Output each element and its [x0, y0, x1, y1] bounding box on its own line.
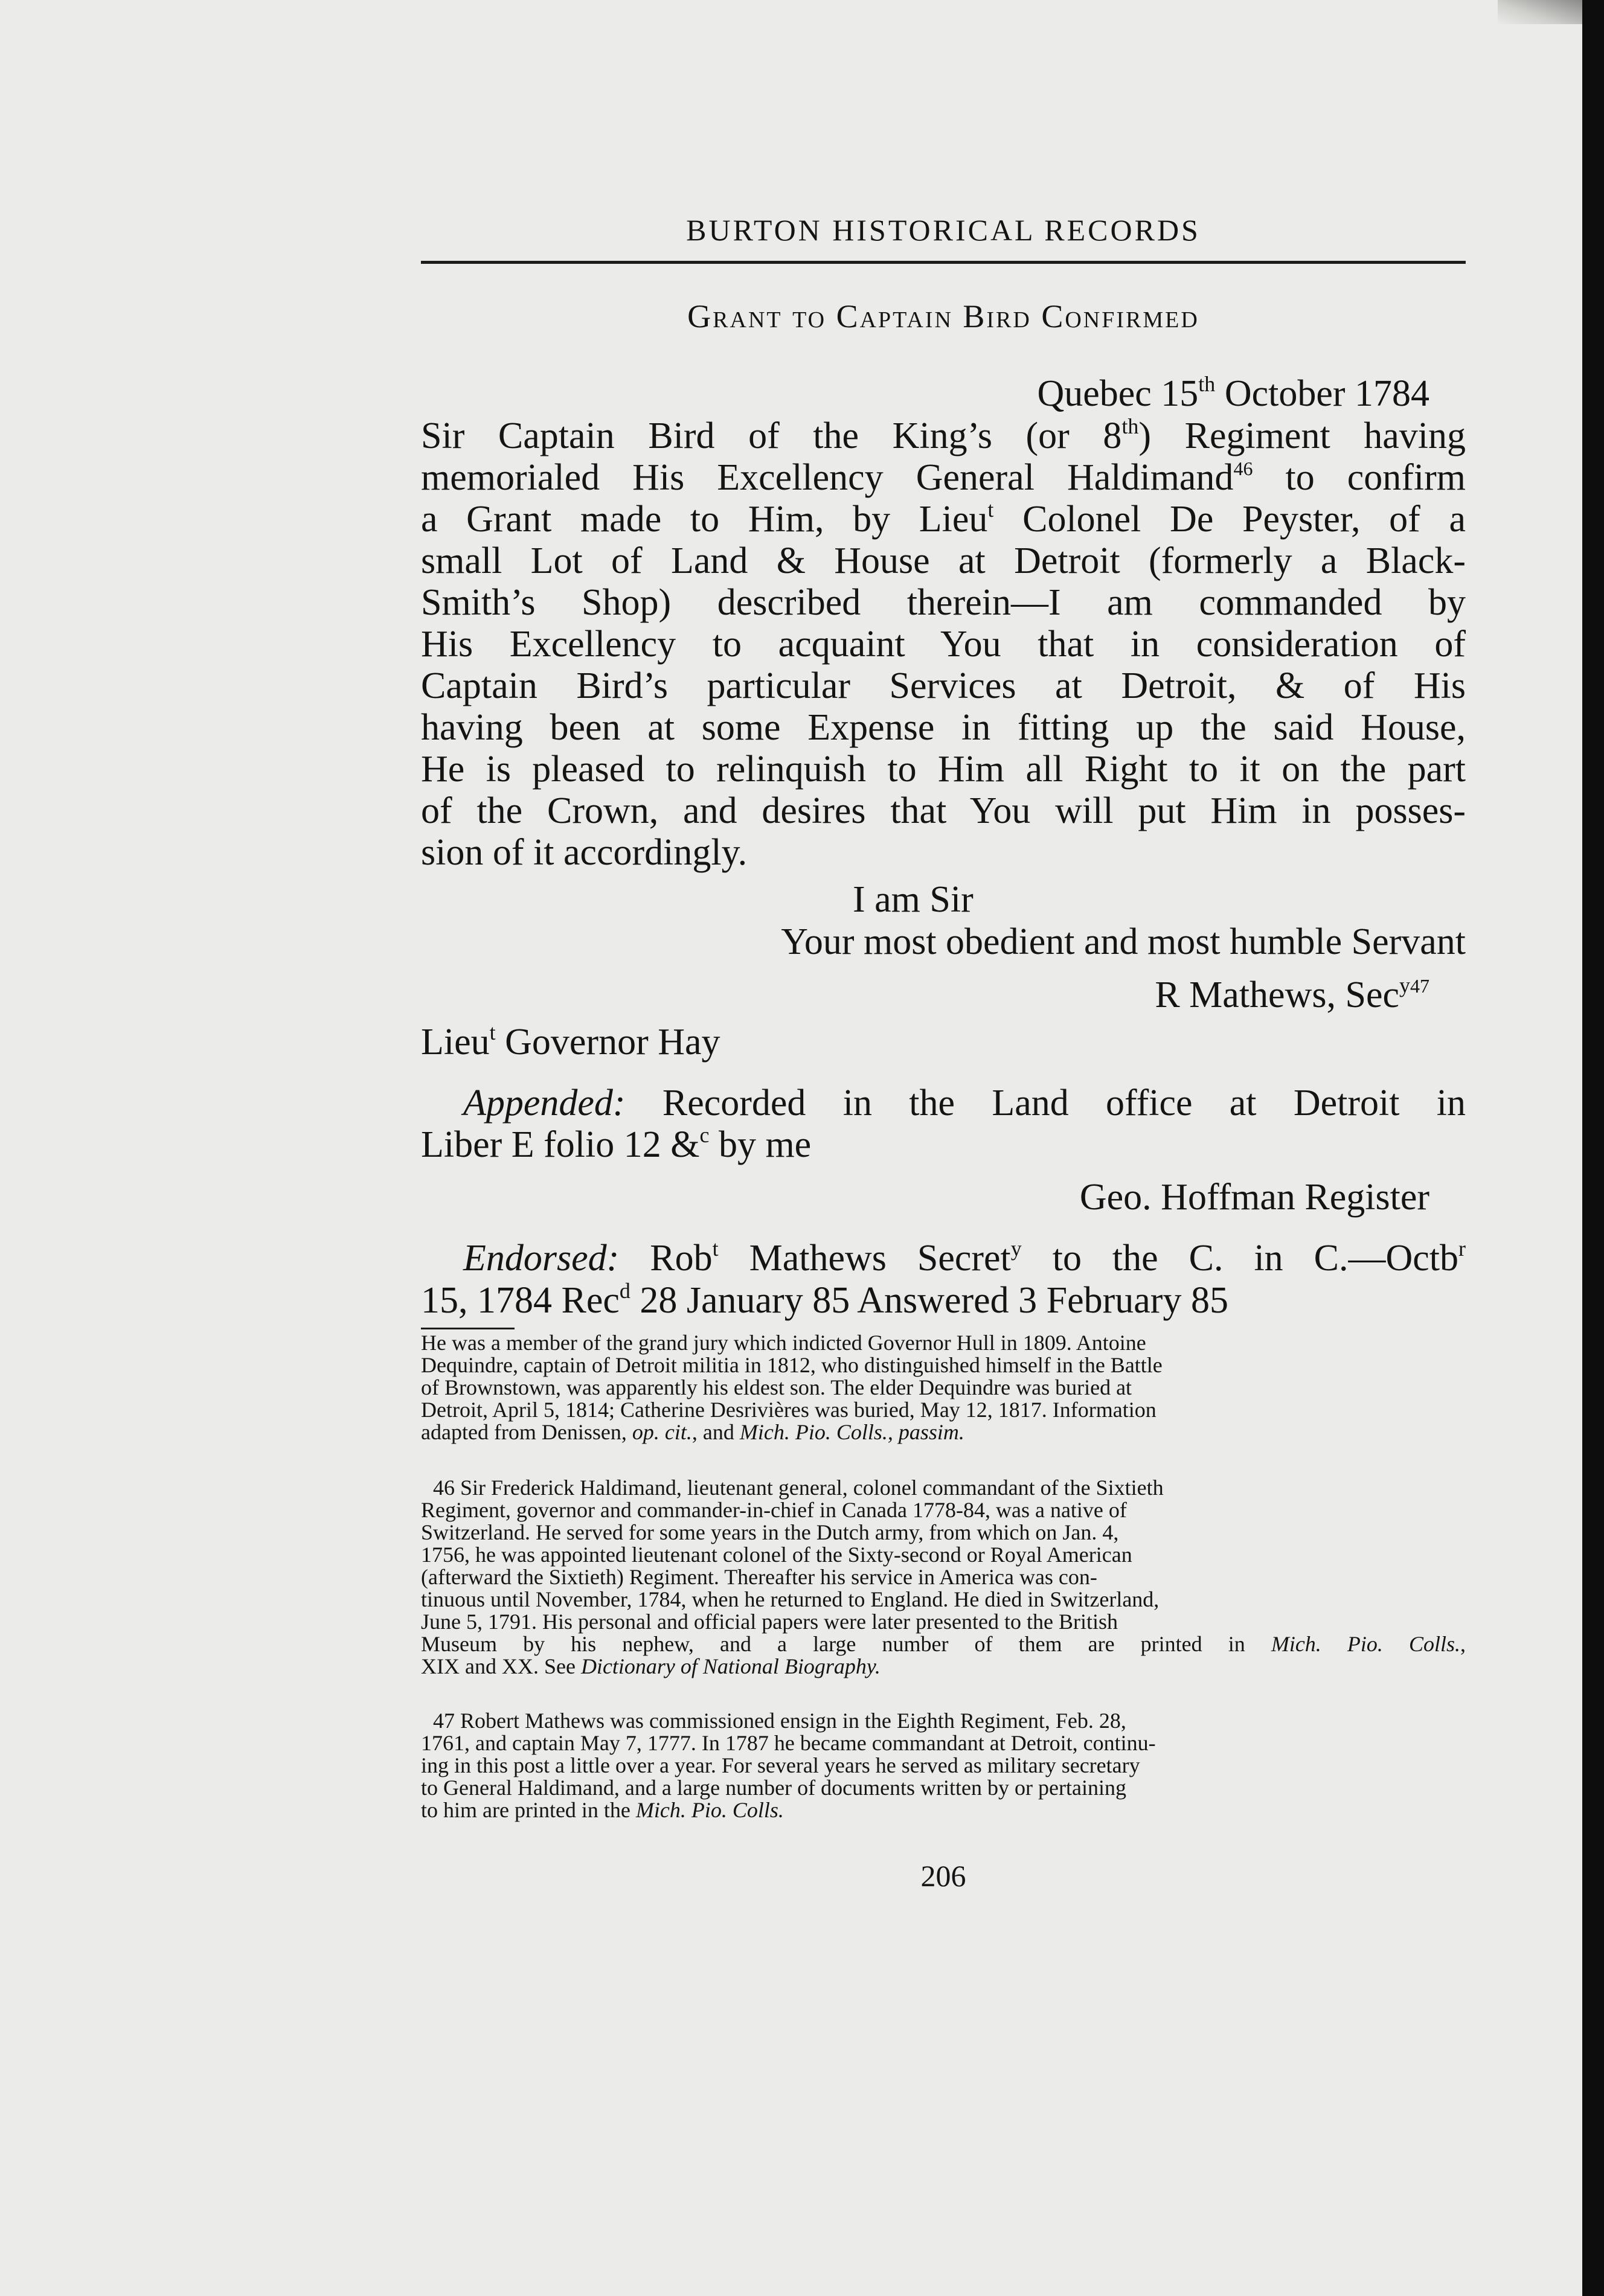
page-number: 206 — [920, 1859, 966, 1893]
register-signature: Geo. Hoffman Register — [1079, 1177, 1429, 1218]
footnote-47-line: 47 Robert Mathews was commissioned ensign in the Eighth Regiment, Feb. 28, — [433, 1709, 1126, 1733]
letter-line: His Excellency to acquaint You that in consideration of — [421, 624, 1466, 665]
footnote-47-line: to General Haldimand, and a large number of documents written by or pertaining — [421, 1776, 1126, 1800]
footnote-46-line: June 5, 1791. His personal and official papers were later presented to the British — [421, 1610, 1118, 1634]
page-corner-shadow — [1498, 0, 1582, 24]
appended-note: Appended: Recorded in the Land office at Detroit in — [463, 1082, 1466, 1124]
addressee: Lieu$^t$ Governor Hay — [421, 1020, 720, 1063]
signature: R Mathews, Sec$^{y47}$ — [1155, 973, 1429, 1015]
letter-line: small Lot of Land & House at Detroit (formerly a Black- — [421, 540, 1466, 581]
letter-line: sion of it accordingly. — [421, 832, 748, 873]
letter-line: a Grant made to Him, by Lieu$^t$ Colonel De Peyster, of a — [421, 497, 1466, 540]
footnote-line: He was a member of the grand jury which indicted Governor Hull in 1809. Antoine — [421, 1331, 1146, 1355]
header-rule — [421, 261, 1466, 264]
footnote-rule — [421, 1328, 515, 1329]
footnote-line: adapted from Denissen, op. cit., and Mich. Pio. Colls., passim. — [421, 1420, 964, 1444]
footnote-line: Dequindre, captain of Detroit militia in 1812, who distinguished himself in the Battle — [421, 1353, 1163, 1377]
footnote-46-line: 46 Sir Frederick Haldimand, lieutenant general, colonel commandant of the Sixtieth — [433, 1476, 1164, 1500]
footnote-ref-47: 47 — [1410, 975, 1429, 997]
complimentary-close: Your most obedient and most humble Servant — [781, 921, 1466, 962]
footnote-46-line: Switzerland. He served for some years in the Dutch army, from which on Jan. 4, — [421, 1520, 1119, 1544]
salutation: I am Sir — [853, 879, 974, 920]
footnote-line: of Brownstown, was apparently his eldest son. The elder Dequindre was buried at — [421, 1375, 1132, 1399]
appended-note: Liber E folio 12 &$^c$ by me — [421, 1123, 812, 1165]
letter-line: having been at some Expense in fitting up the said House, — [421, 707, 1466, 748]
letter-line: Sir Captain Bird of the King’s (or 8th) Regiment having — [421, 414, 1466, 456]
footnote-46-line: Regiment, governor and commander-in-chief in Canada 1778-84, was a native of — [421, 1498, 1127, 1522]
letter-line: memorialed His Excellency General Haldimand$^{46}$ to confirm — [421, 457, 1466, 498]
running-head: BURTON HISTORICAL RECORDS — [686, 213, 1201, 247]
footnote-46-line: 1756, he was appointed lieutenant colonel of the Sixty-second or Royal American — [421, 1543, 1132, 1567]
document-title: Grant to Captain Bird Confirmed — [687, 298, 1199, 334]
letter-line: Captain Bird’s particular Services at Detroit, & of His — [421, 665, 1466, 706]
dateline: Quebec 15th October 1784 — [1037, 372, 1429, 414]
footnote-46-line: Museum by his nephew, and a large number of them are printed in Mich. Pio. Colls., — [421, 1632, 1466, 1656]
letter-line: Smith’s Shop) described therein—I am commanded by — [421, 582, 1466, 623]
footnote-46-line: tinuous until November, 1784, when he returned to England. He died in Switzerland, — [421, 1587, 1160, 1611]
letter-line: of the Crown, and desires that You will put Him in posses- — [421, 790, 1466, 831]
endorsed-note: 15, 1784 Rec$^d$ 28 January 85 Answered 3 February 85 — [421, 1279, 1228, 1321]
footnote-46-line: XIX and XX. See Dictionary of National Biography. — [421, 1654, 881, 1678]
footnote-46-line: (afterward the Sixtieth) Regiment. Thereafter his service in America was con- — [421, 1565, 1097, 1589]
letter-line: He is pleased to relinquish to Him all Right to it on the part — [421, 749, 1466, 790]
scan-border — [1582, 0, 1604, 2296]
footnote-line: Detroit, April 5, 1814; Catherine Desrivières was buried, May 12, 1817. Information — [421, 1398, 1156, 1422]
footnote-47-line: ing in this post a little over a year. For several years he served as military secretary — [421, 1753, 1140, 1777]
endorsed-note: Endorsed: Rob$^t$ Mathews Secret$^y$ to the C. in C.—Octb$^r$ — [463, 1236, 1466, 1279]
footnote-ref-46: 46 — [1233, 458, 1253, 479]
footnote-47-line: to him are printed in the Mich. Pio. Colls. — [421, 1798, 784, 1822]
footnote-47-line: 1761, and captain May 7, 1777. In 1787 he became commandant at Detroit, continu- — [421, 1731, 1156, 1755]
